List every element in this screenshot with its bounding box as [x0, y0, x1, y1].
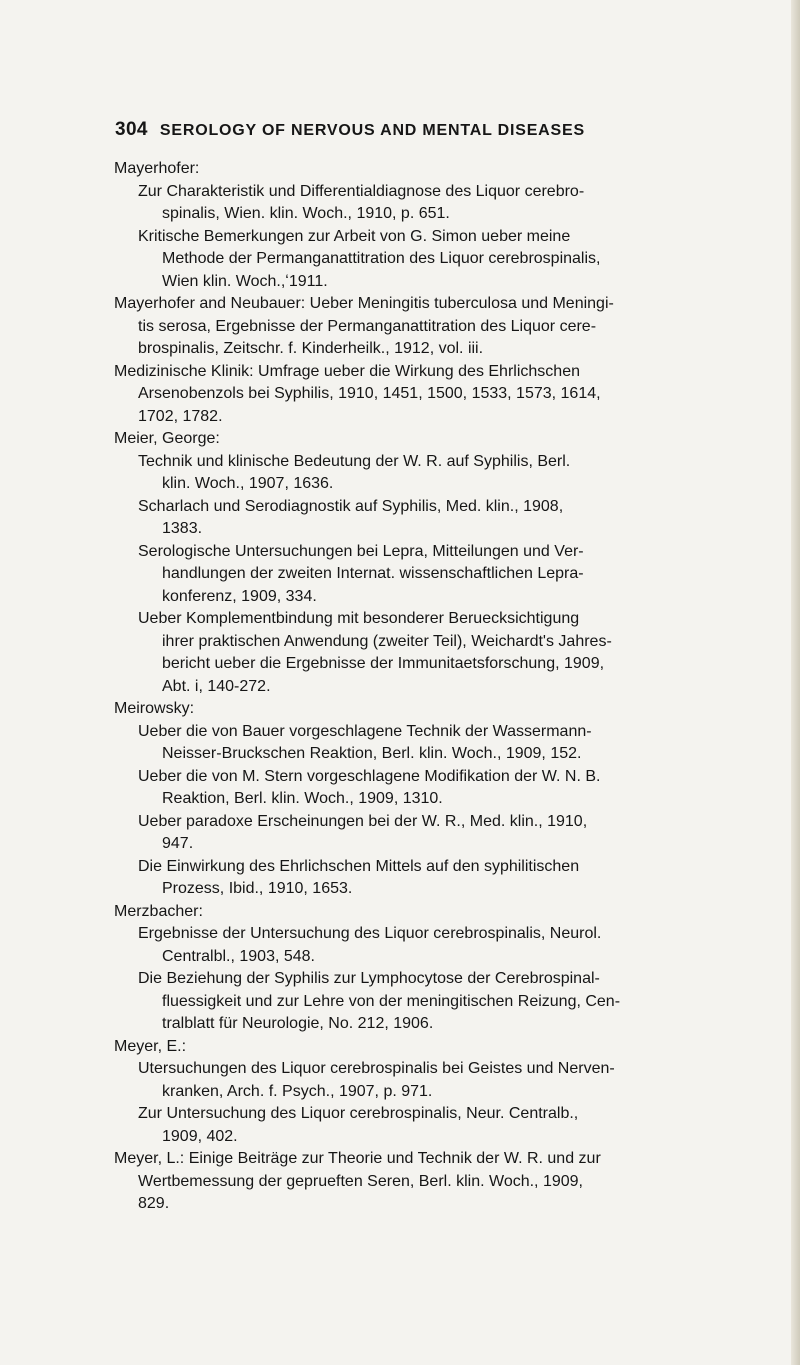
page-number: 304: [115, 119, 148, 140]
reference-line: Ueber Komplementbindung mit besonderer Beruecksichtigung: [138, 610, 580, 627]
reference-continuation-line: fluessigkeit und zur Lehre von der meningitischen Reizung, Cen-: [162, 992, 621, 1010]
author-line: Merzbacher:: [114, 902, 203, 920]
reference-continuation-line: Reaktion, Berl. klin. Woch., 1909, 1310.: [162, 790, 443, 807]
author-line: Medizinische Klinik: Umfrage ueber die Wirkung des Ehrlichschen: [114, 362, 580, 380]
reference-continuation-line: bericht ueber die Ergebnisse der Immunitaetsforschung, 1909,: [162, 655, 605, 672]
reference-line: Ueber paradoxe Erscheinungen bei der W. R., Med. klin., 1910,: [138, 812, 588, 830]
reference-continuation-line: Abt. i, 140-272.: [162, 677, 271, 695]
reference-line: Zur Untersuchung des Liquor cerebrospinalis, Neur. Centralb.,: [138, 1105, 579, 1122]
reference-line: Die Beziehung der Syphilis zur Lymphocytose der Cerebrospinal-: [138, 970, 600, 987]
reference-line: 1702, 1782.: [138, 407, 223, 425]
reference-line: Ueber die von Bauer vorgeschlagene Technik der Wassermann-: [138, 722, 592, 740]
reference-continuation-line: ihrer praktischen Anwendung (zweiter Teil), Weichardt's Jahres-: [162, 632, 612, 650]
author-line: Mayerhofer and Neubauer: Ueber Meningitis tuberculosa und Meningi-: [114, 295, 614, 312]
reference-continuation-line: klin. Woch., 1907, 1636.: [162, 475, 334, 492]
reference-continuation-line: Prozess, Ibid., 1910, 1653.: [162, 880, 353, 897]
reference-line: Ueber die von M. Stern vorgeschlagene Modifikation der W. N. B.: [138, 767, 601, 785]
running-title: SEROLOGY OF NERVOUS AND MENTAL DISEASES: [159, 122, 585, 139]
author-line: Meyer, L.: Einige Beiträge zur Theorie und Technik der W. R. und zur: [114, 1150, 601, 1167]
author-line: Meyer, E.:: [114, 1037, 187, 1055]
reference-continuation-line: Centralbl., 1903, 548.: [162, 947, 315, 965]
reference-continuation-line: handlungen der zweiten Internat. wissenschaftlichen Lepra-: [162, 565, 584, 582]
reference-continuation-line: spinalis, Wien. klin. Woch., 1910, p. 651.: [162, 205, 450, 222]
author-line: Meirowsky:: [114, 700, 195, 717]
bibliography-list: [114, 158, 714, 1216]
reference-continuation-line: kranken, Arch. f. Psych., 1907, p. 971.: [162, 1082, 433, 1100]
reference-line: Arsenobenzols bei Syphilis, 1910, 1451, 1500, 1533, 1573, 1614,: [138, 385, 601, 402]
reference-line: Utersuchungen des Liquor cerebrospinalis bei Geistes und Nerven-: [138, 1060, 615, 1077]
reference-line: Kritische Bemerkungen zur Arbeit von G. Simon ueber meine: [138, 227, 571, 245]
author-line: Mayerhofer:: [114, 160, 200, 177]
reference-line: Wertbemessung der geprueften Seren, Berl. klin. Woch., 1909,: [138, 1172, 583, 1190]
reference-line: 829.: [138, 1195, 170, 1212]
reference-continuation-line: Neisser-Bruckschen Reaktion, Berl. klin. Woch., 1909, 152.: [162, 745, 582, 762]
author-line: Meier, George:: [114, 430, 220, 447]
reference-continuation-line: tralblatt für Neurologie, No. 212, 1906.: [162, 1015, 434, 1032]
reference-line: Die Einwirkung des Ehrlichschen Mittels auf den syphilitischen: [138, 857, 580, 875]
running-header: [115, 119, 585, 141]
reference-line: Scharlach und Serodiagnostik auf Syphilis, Med. klin., 1908,: [138, 497, 564, 515]
reference-line: tis serosa, Ergebnisse der Permanganattitration des Liquor cere-: [138, 317, 597, 335]
reference-continuation-line: Wien klin. Woch.,ʻ1911.: [162, 272, 328, 290]
reference-continuation-line: 1909, 402.: [162, 1127, 238, 1145]
reference-line: Ergebnisse der Untersuchung des Liquor cerebrospinalis, Neurol.: [138, 925, 602, 942]
page-edge: [791, 0, 800, 1365]
reference-line: Serologische Untersuchungen bei Lepra, Mitteilungen und Ver-: [138, 542, 584, 560]
reference-continuation-line: 1383.: [162, 520, 203, 537]
reference-continuation-line: 947.: [162, 835, 194, 852]
reference-line: brospinalis, Zeitschr. f. Kinderheilk., 1912, vol. iii.: [138, 340, 484, 357]
reference-continuation-line: Methode der Permanganattitration des Liquor cerebrospinalis,: [162, 250, 601, 267]
reference-line: Zur Charakteristik und Differentialdiagnose des Liquor cerebro-: [138, 182, 585, 200]
reference-continuation-line: konferenz, 1909, 334.: [162, 587, 317, 605]
reference-line: Technik und klinische Bedeutung der W. R. auf Syphilis, Berl.: [138, 452, 571, 470]
